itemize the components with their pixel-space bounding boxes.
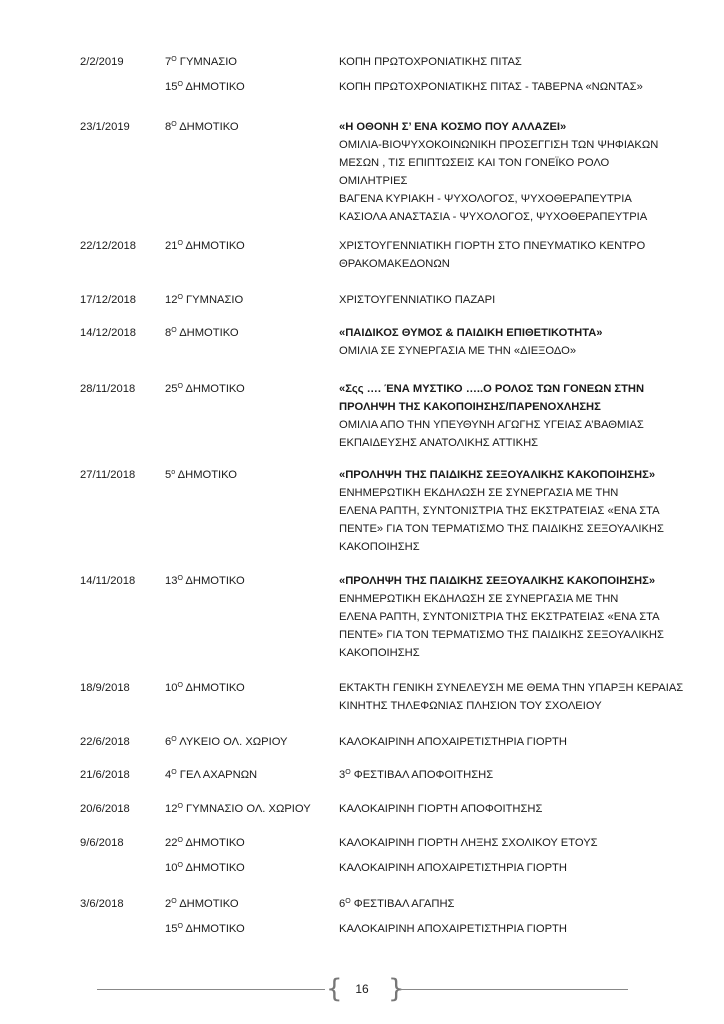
left-brace-icon: { <box>326 974 343 1004</box>
event-text <box>339 608 689 626</box>
school-name <box>165 834 245 852</box>
event-text <box>339 190 689 208</box>
event-line-text: ΟΜΙΛΙΑ-ΒΙΟΨΥΧΟΚΟΙΝΩΝΙΚΗ ΠΡΟΣΕΓΓΙΣΗ ΤΩΝ ΨΗΦΙΑΚΩΝ <box>339 139 659 151</box>
school-column <box>165 291 243 309</box>
school-name <box>165 118 239 136</box>
event-text <box>339 538 689 556</box>
school-name <box>165 291 243 309</box>
event-group <box>339 466 689 556</box>
event-date: 28/11/2018 <box>80 383 136 395</box>
event-text <box>339 697 689 715</box>
ordinal-superscript: Ο <box>171 327 177 334</box>
footer-rule-left <box>97 989 325 990</box>
school-label: ΓΥΜΝΑΣΙΟ <box>186 294 244 306</box>
event-text <box>339 834 689 852</box>
school-name <box>165 324 239 342</box>
event-line-text: ΚΑΛΟΚΑΙΡΙΝΗ ΑΠΟΧΑΙΡΕΤΙΣΤΗΡΙΑ ΓΙΟΡΤΗ <box>339 862 567 874</box>
ordinal-superscript: Ο <box>177 383 183 390</box>
event-group <box>339 834 689 852</box>
event-description <box>339 380 689 452</box>
event-text <box>339 291 689 309</box>
school-label: ΔΗΜΟΤΙΚΟ <box>185 837 245 849</box>
school-name <box>165 679 245 697</box>
event-description <box>339 291 689 309</box>
event-line-text: ΟΜΙΛΙΑ ΑΠΟ ΤΗΝ ΥΠΕΥΘΥΝΗ ΑΓΩΓΗΣ ΥΓΕΙΑΣ Α’ΒΑΘΜΙΑΣ <box>339 419 644 431</box>
ordinal-superscript: Ο <box>171 121 177 128</box>
event-description <box>339 237 689 273</box>
school-column <box>165 572 245 590</box>
ordinal-superscript: Ο <box>177 294 183 301</box>
event-line-text: ΧΡΙΣΤΟΥΓΕΝΝΙΑΤΙΚΟ ΠΑΖΑΡΙ <box>339 294 496 306</box>
event-description <box>339 53 689 96</box>
ordinal-superscript: Ο <box>177 81 183 88</box>
school-label: ΔΗΜΟΤΙΚΟ <box>185 240 245 252</box>
event-line-text: ΦΕΣΤΙΒΑΛ ΑΓΑΠΗΣ <box>353 898 455 910</box>
event-group <box>339 53 689 71</box>
school-label: ΔΗΜΟΤΙΚΟ <box>185 81 245 93</box>
event-text <box>339 590 689 608</box>
school-name <box>165 733 288 751</box>
event-text <box>339 766 689 784</box>
event-line-text: ΚΟΠΗ ΠΡΩΤΟΧΡΟΝΙΑΤΙΚΗΣ ΠΙΤΑΣ <box>339 56 522 68</box>
school-name <box>165 920 245 938</box>
event-text <box>339 78 689 96</box>
event-line-text: ΠΕΝΤΕ» ΓΙΑ ΤΟΝ ΤΕΡΜΑΤΙΣΜΟ ΤΗΣ ΠΑΙΔΙΚΗΣ ΣΕΞΟΥΑΛΙΚΗΣ <box>339 629 664 641</box>
school-name <box>165 53 245 71</box>
event-date: 9/6/2018 <box>80 837 124 849</box>
school-number: 8 <box>165 121 172 133</box>
ordinal-superscript: Ο <box>171 736 177 743</box>
school-number: 4 <box>165 769 172 781</box>
event-description <box>339 679 689 715</box>
school-label: ΔΗΜΟΤΙΚΟ <box>185 923 245 935</box>
school-column <box>165 766 257 784</box>
event-line-text: ΚΑΛΟΚΑΙΡΙΝΗ ΓΙΟΡΤΗ ΑΠΟΦΟΙΤΗΣΗΣ <box>339 803 543 815</box>
event-text <box>339 237 689 255</box>
event-description <box>339 733 689 751</box>
school-name <box>165 859 245 877</box>
school-label: ΓΥΜΝΑΣΙΟ <box>179 56 238 68</box>
event-text <box>339 859 689 877</box>
event-line-text: ΕΚΤΑΚΤΗ ΓΕΝΙΚΗ ΣΥΝΕΛΕΥΣΗ ΜΕ ΘΕΜΑ ΤΗΝ ΥΠΑΡΞΗ ΚΕΡΑΙΑΣ <box>339 682 684 694</box>
school-column <box>165 800 311 818</box>
event-text <box>339 484 689 502</box>
school-column <box>165 380 245 398</box>
event-text <box>339 920 689 938</box>
event-line-text: ΕΚΠΑΙΔΕΥΣΗΣ ΑΝΑΤΟΛΙΚΗΣ ΑΤΤΙΚΗΣ <box>339 437 539 449</box>
event-text <box>339 520 689 538</box>
ordinal-superscript: Ο <box>177 923 183 930</box>
event-description <box>339 324 689 360</box>
ordinal-superscript: Ο <box>177 575 183 582</box>
event-group <box>339 237 689 273</box>
event-group <box>339 572 689 662</box>
school-label: ΔΗΜΟΤΙΚΟ <box>179 327 239 339</box>
school-number: 13 <box>165 575 178 587</box>
event-line-text: ΟΜΙΛΙΑ ΣΕ ΣΥΝΕΡΓΑΣΙΑ ΜΕ ΤΗΝ «ΔΙΕΞΟΔΟ» <box>339 345 577 357</box>
ordinal-superscript: ο <box>171 469 176 476</box>
event-text <box>339 172 689 190</box>
school-label: ΔΗΜΟΤΙΚΟ <box>185 862 245 874</box>
event-text <box>339 895 689 913</box>
footer-rule-right <box>400 989 628 990</box>
school-column <box>165 733 288 751</box>
event-group <box>339 291 689 309</box>
school-column <box>165 895 245 938</box>
event-text <box>339 733 689 751</box>
school-column <box>165 53 245 96</box>
event-number: 6 <box>339 898 346 910</box>
event-date: 18/9/2018 <box>80 682 130 694</box>
ordinal-superscript: Ο <box>345 898 351 905</box>
school-name <box>165 895 245 913</box>
event-group <box>339 895 689 913</box>
school-label: ΛΥΚΕΙΟ ΟΛ. ΧΩΡΙΟΥ <box>179 736 288 748</box>
ordinal-superscript: Ο <box>177 862 183 869</box>
event-line-text: ΠΕΝΤΕ» ΓΙΑ ΤΟΝ ΤΕΡΜΑΤΙΣΜΟ ΤΗΣ ΠΑΙΔΙΚΗΣ ΣΕΞΟΥΑΛΙΚΗΣ <box>339 523 664 535</box>
school-label: ΔΗΜΟΤΙΚΟ <box>177 469 237 481</box>
event-text <box>339 644 689 662</box>
event-line-text: ΚΑΛΟΚΑΙΡΙΝΗ ΑΠΟΧΑΙΡΕΤΙΣΤΗΡΙΑ ΓΙΟΡΤΗ <box>339 736 567 748</box>
event-line-text: ΕΛΕΝΑ ΡΑΠΤΗ, ΣΥΝΤΟΝΙΣΤΡΙΑ ΤΗΣ ΕΚΣΤΡΑΤΕΙΑΣ «ΕΝΑ ΣΤΑ <box>339 505 660 517</box>
event-group <box>339 800 689 818</box>
event-text <box>339 626 689 644</box>
event-date: 17/12/2018 <box>80 294 136 306</box>
event-group <box>339 679 689 715</box>
event-group <box>339 78 689 96</box>
school-number: 7 <box>165 56 172 68</box>
event-title <box>339 380 689 398</box>
event-description <box>339 766 689 784</box>
event-line-text: ΚΙΝΗΤΗΣ ΤΗΛΕΦΩΝΙΑΣ ΠΛΗΣΙΟΝ ΤΟΥ ΣΧΟΛΕΙΟΥ <box>339 700 602 712</box>
ordinal-superscript: Ο <box>171 56 177 63</box>
school-number: 15 <box>165 923 178 935</box>
ordinal-superscript: Ο <box>177 803 183 810</box>
school-number: 15 <box>165 81 178 93</box>
event-text <box>339 136 689 154</box>
ordinal-superscript: Ο <box>171 769 177 776</box>
school-number: 10 <box>165 862 178 874</box>
right-brace-icon: } <box>388 974 405 1004</box>
event-group <box>339 733 689 751</box>
school-label: ΔΗΜΟΤΙΚΟ <box>179 898 239 910</box>
school-name <box>165 572 245 590</box>
event-description <box>339 834 689 877</box>
event-line-text: ΧΡΙΣΤΟΥΓΕΝΝΙΑΤΙΚΗ ΓΙΟΡΤΗ ΣΤΟ ΠΝΕΥΜΑΤΙΚΟ ΚΕΝΤΡΟ <box>339 240 646 252</box>
school-label: ΔΗΜΟΤΙΚΟ <box>185 383 245 395</box>
event-line-text: ΕΝΗΜΕΡΩΤΙΚΗ ΕΚΔΗΛΩΣΗ ΣΕ ΣΥΝΕΡΓΑΣΙΑ ΜΕ ΤΗΝ <box>339 487 619 499</box>
school-number: 12 <box>165 294 178 306</box>
event-description <box>339 800 689 818</box>
event-description <box>339 572 689 662</box>
school-name <box>165 237 245 255</box>
event-group <box>339 324 689 360</box>
event-line-text: ΕΝΗΜΕΡΩΤΙΚΗ ΕΚΔΗΛΩΣΗ ΣΕ ΣΥΝΕΡΓΑΣΙΑ ΜΕ ΤΗΝ <box>339 593 619 605</box>
school-number: 2 <box>165 898 172 910</box>
event-date: 21/6/2018 <box>80 769 130 781</box>
event-text <box>339 800 689 818</box>
event-title <box>339 466 689 484</box>
school-column <box>165 466 237 484</box>
event-line-text: ΚΟΠΗ ΠΡΩΤΟΧΡΟΝΙΑΤΙΚΗΣ ΠΙΤΑΣ - ΤΑΒΕΡΝΑ «ΝΩΝΤΑΣ» <box>339 81 643 93</box>
page-number: 16 <box>355 982 369 996</box>
school-name <box>165 78 245 96</box>
school-label: ΔΗΜΟΤΙΚΟ <box>185 575 245 587</box>
event-date: 2/2/2019 <box>80 56 124 68</box>
event-group <box>339 118 689 226</box>
school-name <box>165 466 237 484</box>
event-text <box>339 255 689 273</box>
page-footer <box>0 975 724 1005</box>
event-line-text: «Σςς …. ΈΝΑ ΜΥΣΤΙΚΟ …..Ο ΡΟΛΟΣ ΤΩΝ ΓΟΝΕΩΝ ΣΤΗΝ <box>339 383 645 395</box>
event-description <box>339 118 689 226</box>
school-column <box>165 118 239 136</box>
event-title <box>339 324 689 342</box>
event-line-text: «ΠΡΟΛΗΨΗ ΤΗΣ ΠΑΙΔΙΚΗΣ ΣΕΞΟΥΑΛΙΚΗΣ ΚΑΚΟΠΟΙΗΣΗΣ» <box>339 575 656 587</box>
event-text <box>339 679 689 697</box>
event-text <box>339 342 689 360</box>
school-name <box>165 380 245 398</box>
event-number: 3 <box>339 769 346 781</box>
event-line-text: «ΠΑΙΔΙΚΟΣ ΘΥΜΟΣ & ΠΑΙΔΙΚΗ ΕΠΙΘΕΤΙΚΟΤΗΤΑ» <box>339 327 603 339</box>
school-number: 5 <box>165 469 172 481</box>
school-name <box>165 766 257 784</box>
event-line-text: ΠΡΟΛΗΨΗ ΤΗΣ ΚΑΚΟΠΟΙΗΣΗΣ/ΠΑΡΕΝΟΧΛΗΣΗΣ <box>339 401 601 413</box>
event-title <box>339 572 689 590</box>
school-number: 12 <box>165 803 178 815</box>
event-date: 3/6/2018 <box>80 898 124 910</box>
school-label: ΔΗΜΟΤΙΚΟ <box>179 121 239 133</box>
event-line-text: ΚΑΛΟΚΑΙΡΙΝΗ ΑΠΟΧΑΙΡΕΤΙΣΤΗΡΙΑ ΓΙΟΡΤΗ <box>339 923 567 935</box>
event-line-text: ΚΑΚΟΠΟΙΗΣΗΣ <box>339 647 420 659</box>
school-label: ΓΥΜΝΑΣΙΟ ΟΛ. ΧΩΡΙΟΥ <box>186 803 311 815</box>
school-number: 8 <box>165 327 172 339</box>
school-number: 22 <box>165 837 178 849</box>
event-title <box>339 118 689 136</box>
event-title <box>339 398 689 416</box>
event-group <box>339 766 689 784</box>
school-column <box>165 324 239 342</box>
event-line-text: ΟΜΙΛΗΤΡΙΕΣ <box>339 175 408 187</box>
event-text <box>339 502 689 520</box>
event-description <box>339 895 689 938</box>
ordinal-superscript: Ο <box>177 837 183 844</box>
event-date: 14/12/2018 <box>80 327 136 339</box>
event-line-text: ΦΕΣΤΙΒΑΛ ΑΠΟΦΟΙΤΗΣΗΣ <box>353 769 494 781</box>
event-line-text: ΒΑΓΕΝΑ ΚΥΡΙΑΚΗ - ΨΥΧΟΛΟΓΟΣ, ΨΥΧΟΘΕΡΑΠΕΥΤΡΙΑ <box>339 193 632 205</box>
event-date: 14/11/2018 <box>80 575 136 587</box>
event-text <box>339 154 689 172</box>
school-number: 6 <box>165 736 172 748</box>
event-line-text: «ΠΡΟΛΗΨΗ ΤΗΣ ΠΑΙΔΙΚΗΣ ΣΕΞΟΥΑΛΙΚΗΣ ΚΑΚΟΠΟΙΗΣΗΣ» <box>339 469 656 481</box>
school-label: ΔΗΜΟΤΙΚΟ <box>185 682 245 694</box>
ordinal-superscript: Ο <box>171 898 177 905</box>
event-date: 20/6/2018 <box>80 803 130 815</box>
event-group <box>339 920 689 938</box>
school-number: 21 <box>165 240 178 252</box>
event-line-text: ΜΕΣΩΝ , ΤΙΣ ΕΠΙΠΤΩΣΕΙΣ ΚΑΙ ΤΟΝ ΓΟΝΕΪΚΟ ΡΟΛΟ <box>339 157 610 169</box>
ordinal-superscript: Ο <box>177 240 183 247</box>
event-date: 22/6/2018 <box>80 736 130 748</box>
school-label: ΓΕΛ ΑΧΑΡΝΩΝ <box>179 769 258 781</box>
ordinal-superscript: Ο <box>177 682 183 689</box>
event-line-text: ΚΑΣΙΟΛΑ ΑΝΑΣΤΑΣΙΑ - ΨΥΧΟΛΟΓΟΣ, ΨΥΧΟΘΕΡΑΠΕΥΤΡΙΑ <box>339 211 648 223</box>
event-text <box>339 434 689 452</box>
event-line-text: ΕΛΕΝΑ ΡΑΠΤΗ, ΣΥΝΤΟΝΙΣΤΡΙΑ ΤΗΣ ΕΚΣΤΡΑΤΕΙΑΣ «ΕΝΑ ΣΤΑ <box>339 611 660 623</box>
event-date: 22/12/2018 <box>80 240 136 252</box>
event-line-text: ΚΑΛΟΚΑΙΡΙΝΗ ΓΙΟΡΤΗ ΛΗΞΗΣ ΣΧΟΛΙΚΟΥ ΕΤΟΥΣ <box>339 837 598 849</box>
event-text <box>339 53 689 71</box>
event-line-text: ΘΡΑΚΟΜΑΚΕΔΟΝΩΝ <box>339 258 450 270</box>
event-line-text: ΚΑΚΟΠΟΙΗΣΗΣ <box>339 541 420 553</box>
ordinal-superscript: Ο <box>345 769 351 776</box>
school-column <box>165 237 245 255</box>
school-column <box>165 834 245 877</box>
event-line-text: «Η ΟΘΟΝΗ Σ’ ΕΝΑ ΚΟΣΜΟ ΠΟΥ ΑΛΛΑΖΕΙ» <box>339 121 567 133</box>
school-number: 25 <box>165 383 178 395</box>
event-text <box>339 208 689 226</box>
event-group <box>339 380 689 452</box>
school-name <box>165 800 311 818</box>
event-group <box>339 859 689 877</box>
event-description <box>339 466 689 556</box>
event-date: 23/1/2019 <box>80 121 130 133</box>
event-date: 27/11/2018 <box>80 469 136 481</box>
school-number: 10 <box>165 682 178 694</box>
school-column <box>165 679 245 697</box>
event-text <box>339 416 689 434</box>
